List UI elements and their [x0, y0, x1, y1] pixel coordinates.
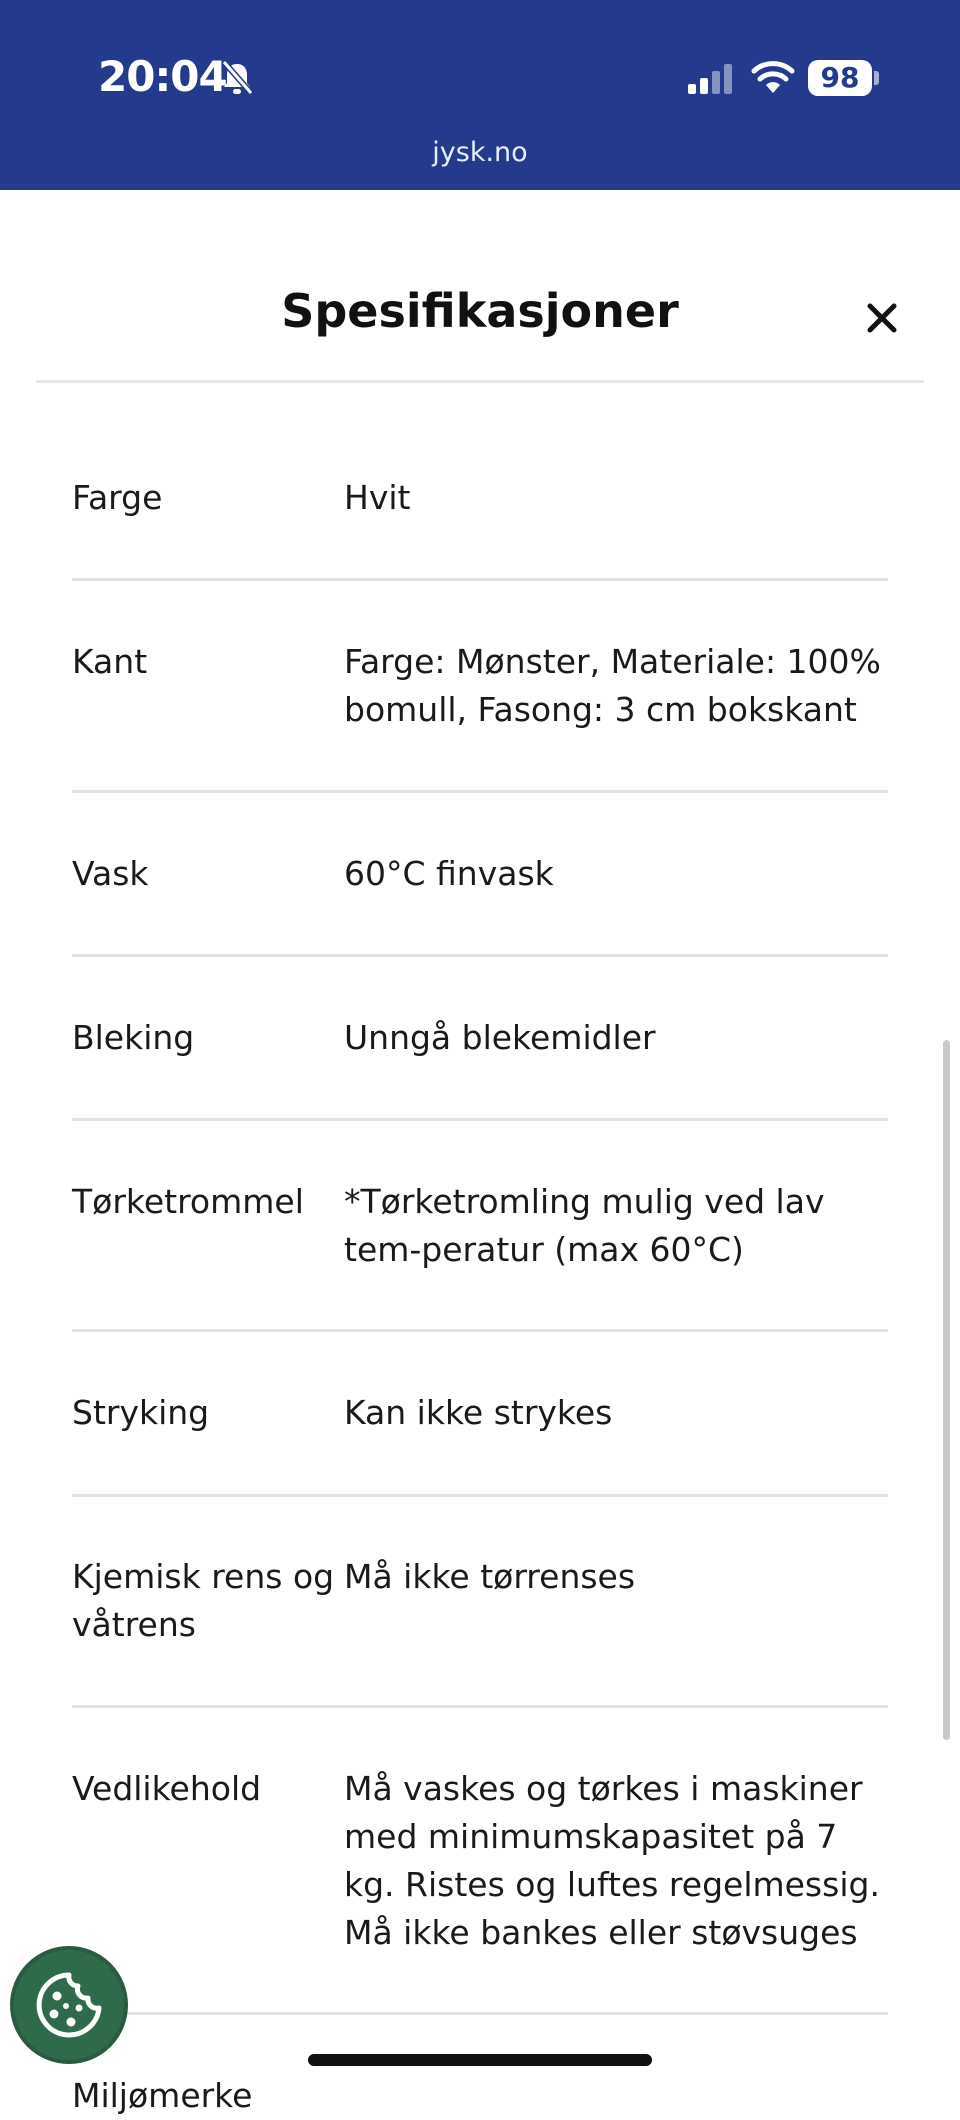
wifi-icon	[752, 60, 794, 94]
status-time: 20:04	[98, 52, 227, 101]
spec-label: Kant	[72, 642, 148, 681]
spec-value: Unngå blekemidler	[344, 1018, 656, 1057]
spec-label: Tørketrommel	[72, 1182, 304, 1221]
row-divider	[72, 578, 888, 581]
row-divider	[72, 790, 888, 793]
spec-value: Hvit	[344, 478, 411, 517]
spec-row-miljomerke	[72, 2068, 888, 2115]
spec-label: Stryking	[72, 1393, 210, 1432]
spec-label: Vedlikehold	[72, 1769, 262, 1808]
spec-label: Farge	[72, 478, 163, 517]
spec-label: Vask	[72, 854, 149, 893]
status-bar	[0, 0, 960, 190]
row-divider	[72, 1494, 888, 1497]
close-icon[interactable]	[862, 298, 902, 338]
spec-label: Bleking	[72, 1018, 195, 1057]
home-indicator[interactable]	[308, 2054, 652, 2066]
battery-icon: 98	[808, 60, 872, 96]
header-divider	[36, 380, 924, 383]
spec-value: Må vaskes og tørkes i maskiner med minimumskapasitet på 7 kg. Ristes og luftes regelmessig. Må ikke bankes eller støvsuges	[344, 1769, 880, 1952]
row-divider	[72, 2012, 888, 2015]
spec-value: *Tørketromling mulig ved lav tem-peratur (max 60°C)	[344, 1182, 825, 1269]
spec-value: Må ikke tørrenses	[344, 1557, 636, 1596]
browser-url[interactable]: jysk.no	[432, 137, 528, 168]
row-divider	[72, 1118, 888, 1121]
spec-value: Kan ikke strykes	[344, 1393, 613, 1432]
scrollbar[interactable]	[943, 1040, 950, 1740]
battery-cap	[874, 71, 879, 85]
spec-label: Miljømerke	[72, 2076, 253, 2115]
spec-value: Farge: Mønster, Materiale: 100% bomull, Fasong: 3 cm bokskant	[344, 642, 881, 729]
row-divider	[72, 1705, 888, 1708]
cookie-settings-button[interactable]	[10, 1946, 128, 2064]
cookie-icon	[34, 1970, 104, 2040]
signal-icon	[688, 64, 734, 94]
panel-title: Spesifikasjoner	[281, 284, 679, 338]
spec-label: Kjemisk rens og våtrens	[72, 1557, 335, 1644]
row-divider	[72, 954, 888, 957]
bell-slash-icon	[220, 60, 254, 96]
spec-value: 60°C finvask	[344, 854, 554, 893]
row-divider	[72, 1329, 888, 1332]
